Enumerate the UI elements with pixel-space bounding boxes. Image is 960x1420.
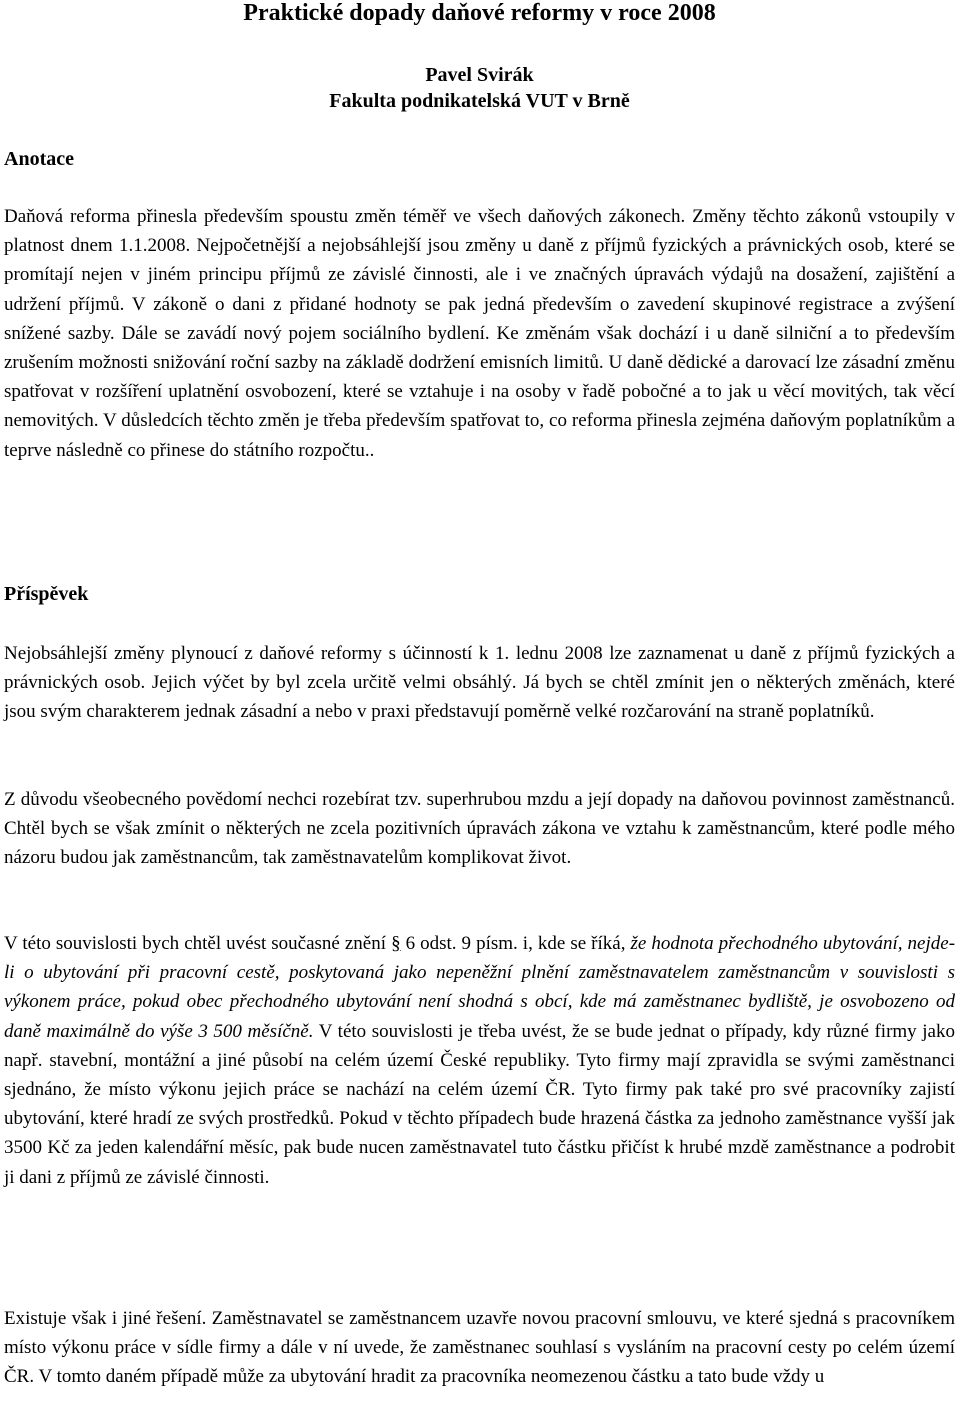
paragraph-3-ref: 6 odst. 9 písm. i, kde se říká, [405, 933, 626, 954]
paragraph-3-lead: V této souvislosti bych chtěl uvést současné znění [4, 933, 387, 954]
paragraph-4: Existuje však i jiné řešení. Zaměstnavatel se zaměstnancem uzavře novou pracovní smlouvu, ve které sjedná s pracovníkem místo výkonu práce v sídle firmy a dále v ní uvede, že zaměstnanec souhlasí s vysláním na pracovní cesty po celém území ČR. V tomto daném případě může za ubytování hradit za pracovníka neomezenou částku a tato bude vždy u [4, 1308, 955, 1388]
abstract-text: Daňová reforma přinesla především spoustu změn téměř ve všech daňových zákonech. Změny těchto zákonů vstoupily v platnost dnem 1.1.2008. Nejpočetnější a nejobsáhlejší jsou změny u daně z příjmů fyzických a právnických osob, které se promítají nejen v jiném principu příjmů ze závislé činnosti, ale i ve značných úpravách výdajů na dosažení, zajištění a udržení příjmů. V zákoně o dani z přidané hodnoty se pak jedná především o zavedení skupinové registrace a zvýšení snížené sazby. Dále se zavádí nový pojem sociálního bydlení. Ke změnám však dochází i u daně silniční a to především zrušením možnosti snižování roční sazby na základě dodržení emisních limitů. U daně dědické a darovací lze zásadní změnu spatřovat v rozšíření uplatnění osvobození, které se vztahuje i na osoby v řadě pobočné a to jak u věcí movitých, tak věcí nemovitých. V důsledcích těchto změn je třeba především spatřovat to, co reforma přinesla zejména daňovým poplatníkům a teprve následně co přinese do státního rozpočtu.. [4, 206, 955, 461]
law-quote: že hodnota přechodného ubytování, nejde-li o ubytování při pracovní cestě, poskytovaná jako nepeněžní plnění zaměstnavatelem zaměstnancům v souvislosti s výkonem práce, pokud obec přechodného ubytování není shodná s obcí, kde má zaměstnanec bydliště, je osvobozeno od daně maximálně do výše 3 500 měsíčně. [4, 933, 956, 1042]
paragraph-2: Z důvodu všeobecného povědomí nechci rozebírat tzv. superhrubou mzdu a její dopady na daňovou povinnost zaměstnanců. Chtěl bych se však zmínit o některých ne zcela pozitivních úpravách zákona ve vztahu k zaměstnancům, které podle mého názoru budou jak zaměstnancům, tak zaměstnavatelům komplikovat život. [4, 789, 955, 869]
author-affiliation: Fakulta podnikatelská VUT v Brně [329, 90, 630, 112]
abstract-heading: Anotace [4, 148, 74, 170]
section-sign: § [391, 933, 401, 954]
paragraph-1: Nejobsáhlejší změny plynoucí z daňové reformy s účinností k 1. lednu 2008 lze zaznamenat u daně z příjmů fyzických a právnických osob. Jejich výčet by byl zcela určitě velmi obsáhlý. Já bych se chtěl zmínit jen o některých změnách, které jsou svým charakterem jednak zásadní a nebo v praxi představují poměrně velké rozčarování na straně poplatníků. [4, 643, 955, 723]
paragraph-3-rest: V této souvislosti je třeba uvést, že se bude jednat o případy, kdy různé firmy jako např. stavební, montážní a jiné působí na celém území České republiky. Tyto firmy mají zpravidla se svými zaměstnanci sjednáno, že místo výkonu jejich práce se nachází na celém území ČR. Tyto firmy pak také pro své pracovníky zajistí ubytování, které hradí ze svých prostředků. Pokud v těchto případech bude hrazená částka za jednoho zaměstnance vyšší jak 3500 Kč za jeden kalendářní měsíc, pak bude nucen zaměstnavatel tuto částku přičíst k hrubé mzdě zaměstnance a podrobit ji dani z příjmů ze závislé činnosti. [4, 1020, 955, 1188]
author-block [4, 62, 955, 114]
author-name: Pavel Svirák [425, 64, 534, 86]
paper-title: Praktické dopady daňové reformy v roce 2008 [243, 0, 716, 26]
contribution-heading: Příspěvek [4, 583, 89, 605]
paragraph-3 [4, 929, 955, 1192]
